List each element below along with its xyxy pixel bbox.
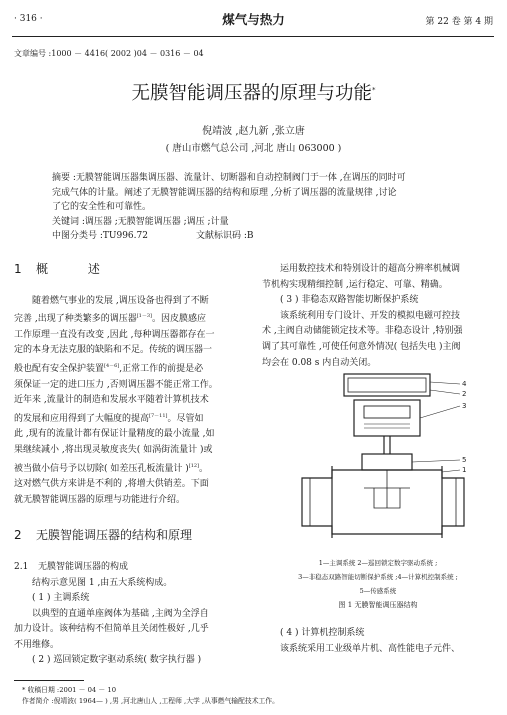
body-line: 均会在 0.08 s 内自动关闭。 <box>262 357 377 368</box>
paper-title-text: 无膜智能调压器的原理与功能 <box>131 83 372 104</box>
body-line: 的发展和应用得到了大幅度的提高[7－11]。尽管如 <box>14 412 204 424</box>
abstract-line: 摘要 :无膜智能调压器集调压器、流量计、切断器和自动控制阀门于一体 ,在调压的同时可 <box>52 173 406 183</box>
body-line: 完善 ,出现了种类繁多的调压器[1－3]。因皮膜感应 <box>14 313 207 325</box>
body-line: 被当做小信号予以切除( 如差压孔板流量计 )[12]。 <box>14 462 209 474</box>
received-date: * 收稿日期 :2001 － 04 － 10 <box>22 686 117 694</box>
body-line: 随着燃气事业的发展 ,调压设备也得到了不断 <box>32 295 209 306</box>
body-line: 这对燃气供方来讲是不利的 ,将增大供销差。下面 <box>14 479 209 490</box>
body-line: 运用数控技术和特别设计的超高分辨率机械调 <box>280 264 461 274</box>
body-line: 该系统采用工业级单片机、高性能电子元件、 <box>280 643 461 654</box>
right-column-top <box>262 262 494 371</box>
volume-issue: 第 22 卷 第 4 期 <box>425 17 493 27</box>
body-line: 加力设计。该种结构不但简单且关闭性极好 ,几乎 <box>14 624 209 635</box>
body-line: 结构示意见图 1 ,由五大系统构成。 <box>32 577 173 588</box>
section-number: 1 <box>14 262 22 276</box>
body-line: 般也配有安全保护装置[4－6],正常工作的前提是必 <box>14 362 204 374</box>
figure-legend-line: 1—主调系统 2—巡回锁定数字驱动系统 ; <box>318 559 438 567</box>
body-line: 不用维修。 <box>14 639 60 650</box>
document-code: 文献标识码 :B <box>195 231 254 242</box>
keywords: 关键词 :调压器 ;无膜智能调压器 ;调压 ;计量 <box>52 216 229 227</box>
item-heading: ( 3 ) 非稳态双路智能切断保护系统 <box>280 295 419 306</box>
abstract-block <box>52 171 452 244</box>
body-line: 果继续减小 ,将出现灵敏度丧失( 如涡街流量计 )或 <box>14 444 213 455</box>
abstract-line: 了它的安全性和可靠性。 <box>52 202 152 213</box>
body-line: 此 ,现有的流量计都有保证计量精度的最小流量 ,如 <box>14 429 215 440</box>
section-1-heading <box>14 262 244 278</box>
figure-legend-line: 3—非稳态双路智能切断保护系统 ;4—计算机控制系统 ; <box>298 573 458 581</box>
body-line: 该系统利用专门设计、开发的模拟电磁可控技 <box>280 310 461 321</box>
citation: [1－3] <box>136 313 152 320</box>
citation: [4－6] <box>104 362 120 369</box>
classification-row <box>52 229 452 244</box>
figure-label: 1 <box>462 466 467 474</box>
section-2-heading <box>14 528 244 544</box>
item-heading: ( 4 ) 计算机控制系统 <box>280 628 365 638</box>
footnote-rule <box>14 680 84 681</box>
subsection-title: 无膜智能调压器的构成 <box>38 561 129 572</box>
body-line: 调了其可靠性 ,可使任何意外情况( 包括失电 )主阀 <box>262 341 461 352</box>
abstract-line: 完成气体的计量。阐述了无膜智能调压器的结构和原理 ,分析了调压器的流量规律 ,讨论 <box>52 187 397 198</box>
paper-title <box>0 79 507 105</box>
subsection-heading <box>14 560 244 576</box>
figure-caption: 图 1 无膜智能调压器结构 <box>338 601 418 609</box>
citation: [12] <box>188 462 200 469</box>
journal-title: 煤气与热力 <box>222 12 285 27</box>
section-number: 2 <box>14 528 22 543</box>
valve-body <box>302 470 464 534</box>
author-list: 倪靖波 ,赵九新 ,张立唐 <box>202 126 305 137</box>
right-column-bottom <box>262 626 494 657</box>
section-title: 概 述 <box>36 262 118 276</box>
computer-control-box <box>344 374 430 396</box>
page-number: · 316 · <box>14 14 43 24</box>
item-heading: ( 2 ) 巡回锁定数字驱动系统( 数字执行器 ) <box>32 655 202 666</box>
regulator-structure-figure <box>292 368 472 548</box>
figure-legend-line: 5—传感系统 <box>359 587 397 595</box>
affiliation: ( 唐山市燃气总公司 ,河北 唐山 063000 ) <box>165 143 342 154</box>
body-line: 须保证一定的进口压力 ,否则调压器不能正常工作。 <box>14 379 218 390</box>
article-number: 文章编号 :1000 － 4416( 2002 )04 － 0316 － 04 <box>14 49 204 58</box>
citation: [7－11] <box>149 412 168 419</box>
body-line: 定的本身无法克服的缺陷和不足。传统的调压器一 <box>14 345 213 356</box>
title-footnote-mark: * <box>372 85 376 94</box>
body-line: 就无膜智能调压器的原理与功能进行介绍。 <box>14 494 186 505</box>
figure-label: 3 <box>462 402 467 410</box>
author-bio: 作者简介 :倪靖波( 1964— ) ,男 ,河北唐山人 ,工程师 ,大学 ,从事燃气输配技术工作。 <box>22 697 279 705</box>
figure-label: 2 <box>462 390 467 398</box>
figure-label: 4 <box>462 380 467 388</box>
actuator-housing <box>362 454 412 470</box>
body-line: 节机构实现精细控制 ,运行稳定、可靠、精确。 <box>262 279 448 290</box>
body-line: 以典型的直通单座阀体为基础 ,主阀为全浮自 <box>32 608 209 619</box>
subsection-number: 2.1 <box>14 561 29 572</box>
left-column <box>14 262 244 669</box>
section-title: 无膜智能调压器的结构和原理 <box>36 528 193 543</box>
body-line: 工作原理一直没有改变 ,因此 ,每种调压器都存在一 <box>14 329 215 340</box>
classification-code: 中图分类号 :TU996.72 <box>52 231 148 242</box>
header-rule <box>12 36 494 37</box>
item-heading: ( 1 ) 主调系统 <box>32 593 90 604</box>
figure-label: 5 <box>462 456 467 464</box>
body-line: 术 ,主阀自动储能锁定技术等。非稳态设计 ,特别强 <box>262 326 463 337</box>
body-line: 近年来 ,流量计的制造和发展水平随着计算机技术 <box>14 395 209 406</box>
